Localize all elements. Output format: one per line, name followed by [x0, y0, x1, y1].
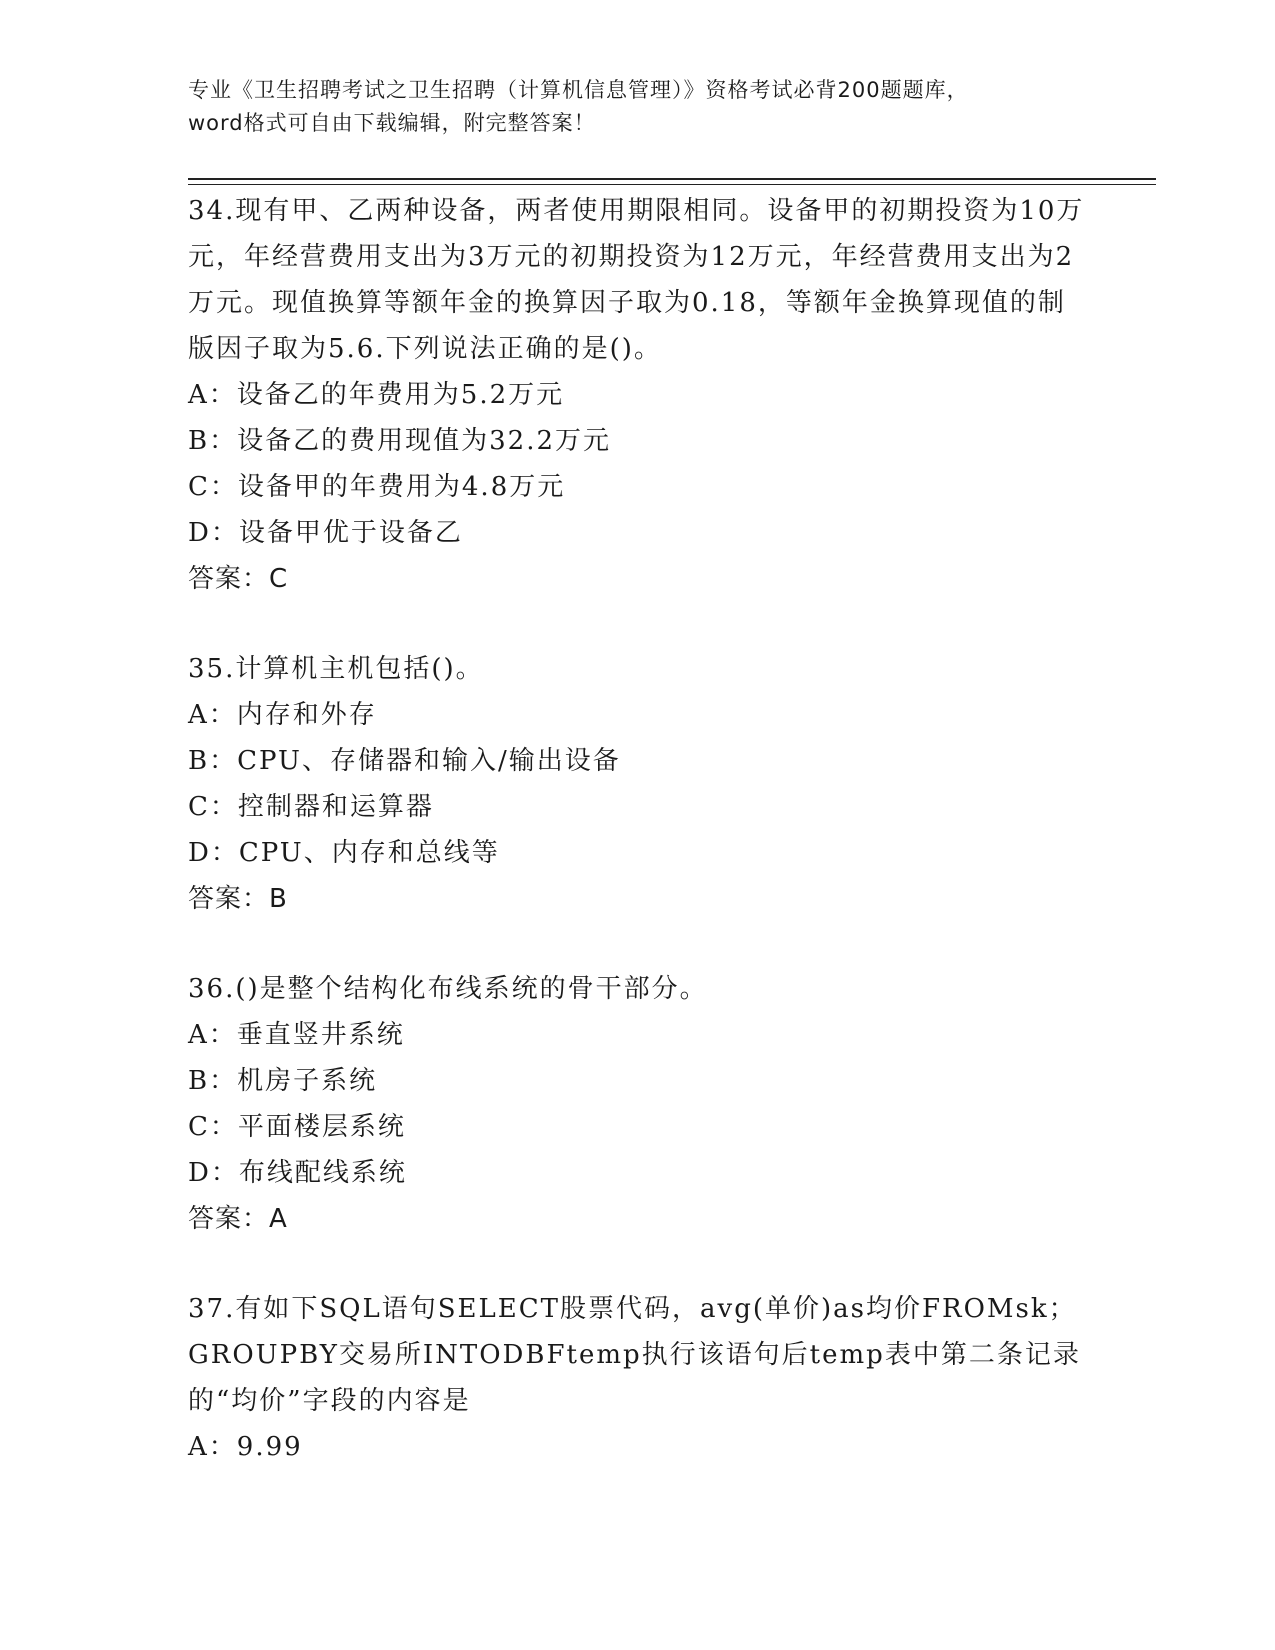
option-d: D：布线配线系统	[188, 1158, 407, 1188]
header-title-line-1: 专业《卫生招聘考试之卫生招聘（计算机信息管理）》资格考试必背200题题库，	[188, 78, 969, 102]
header-divider-thin	[188, 184, 1156, 185]
option-c: C：控制器和运算器	[188, 792, 434, 822]
question-spacer	[188, 1242, 1088, 1286]
option-b: B：CPU、存储器和输入/输出设备	[188, 746, 621, 776]
option-a: A：9.99	[188, 1432, 303, 1462]
question-text: 34.现有甲、乙两种设备，两者使用期限相同。设备甲的初期投资为10万元，年经营费用支出为3万元的初期投资为12万元，年经营费用支出为2万元。现值换算等额年金的换算因子取为0.18，等额年金换算现值的制版因子取为5.6.下列说法正确的是()。	[188, 196, 1085, 364]
option-c: C：平面楼层系统	[188, 1112, 406, 1142]
option-b: B：机房子系统	[188, 1066, 378, 1096]
question-item	[188, 966, 1088, 1242]
question-spacer	[188, 602, 1088, 646]
question-spacer	[188, 922, 1088, 966]
question-item	[188, 1286, 1088, 1470]
option-c: C：设备甲的年费用为4.8万元	[188, 472, 566, 502]
answer-label: 答案：C	[188, 564, 289, 594]
question-item	[188, 646, 1088, 922]
option-d: D：设备甲优于设备乙	[188, 518, 463, 548]
option-a: A：内存和外存	[188, 700, 377, 730]
option-a: A：垂直竖井系统	[188, 1020, 405, 1050]
question-list	[188, 188, 1088, 1470]
option-a: A：设备乙的年费用为5.2万元	[188, 380, 565, 410]
question-item	[188, 188, 1088, 602]
question-text: 36.()是整个结构化布线系统的骨干部分。	[188, 974, 708, 1004]
answer-label: 答案：A	[188, 1204, 288, 1234]
answer-label: 答案：B	[188, 884, 288, 914]
document-header	[188, 74, 1088, 140]
option-d: D：CPU、内存和总线等	[188, 838, 500, 868]
question-text: 35.计算机主机包括()。	[188, 654, 484, 684]
header-title-line-2: word格式可自由下载编辑，附完整答案！	[188, 111, 596, 135]
option-b: B：设备乙的费用现值为32.2万元	[188, 426, 611, 456]
question-text: 37.有如下SQL语句SELECT股票代码，avg(单价)as均价FROMsk；GROUPBY交易所INTODBFtemp执行该语句后temp表中第二条记录的“均价”字段的内容是	[188, 1294, 1081, 1416]
header-divider-thick	[188, 178, 1156, 180]
